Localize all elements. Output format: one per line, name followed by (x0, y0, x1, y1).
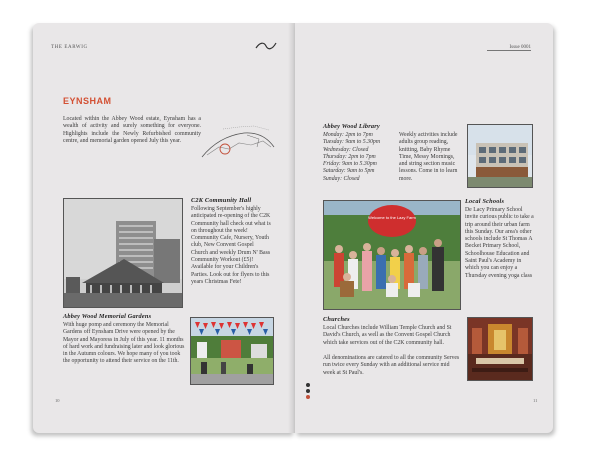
open-booklet (33, 23, 555, 435)
hours-line: Friday: 9am to 5.30pm (323, 161, 377, 168)
garden-heading: Abbey Wood Memorial Gardens (63, 313, 152, 320)
garden-paragraph: With huge pomp and ceremony the Memorial Gardens off Eynsham Drive were opened by the Mayor and Mayoress in July of this year. 11 months of hard work and fundraising later and look glorious in the Autumn colours. We hope many of you took the opportunity to attend their service on the 11th. (63, 322, 185, 365)
map-sketch-icon (199, 117, 277, 165)
churches-paragraph-2: All denominations are catered to all the community Serves run twice every Sunday with an additional service mid week at St Paul's. (323, 355, 460, 376)
church-interior-photo (467, 317, 533, 381)
section-title: EYNSHAM (63, 96, 112, 106)
churches-paragraph-1: Local Churches include William Temple Church and St David's Church, as well as the Convent Gospel Church which take services out of the C2K community hall. (323, 325, 452, 346)
library-heading: Abbey Wood Library (323, 123, 380, 130)
hours-line: Monday: 2pm to 7pm (323, 132, 373, 138)
schools-heading: Local Schools (465, 198, 505, 205)
hours-line: Tuesday: 9am to 5.30pm (323, 139, 381, 146)
churches-heading: Churches (323, 316, 350, 323)
dot-marker (306, 389, 310, 393)
hall-heading: C2K Community Hall (191, 197, 252, 204)
hours-line: Sunday: Closed (323, 175, 360, 182)
memorial-garden-photo (190, 317, 274, 385)
hours-line: Thursday: 2pm to 7pm (323, 153, 376, 160)
hall-paragraph: Following September's highly anticipated re-opening of the C2K Community hall check out what is on throughout the week! Community Cafe, Nursery, Youth club, New Convent Gospel Church and weekly Drum N' Bass Community Workout (£5)! Available for your Children's Parties. Look out for flyers to this years Christmas Fete! (191, 206, 271, 285)
library-photo (467, 124, 533, 188)
left-page (33, 23, 295, 433)
hours-line: Wednesday: Closed (323, 146, 369, 153)
farm-group-photo (323, 200, 461, 310)
intro-paragraph: Located within the Abbey Wood estate, Eynsham has a wealth of activity and surely something for everyone. Highlights include the Newly Refurbished community centre, and memorial garden opened July this year. (63, 116, 201, 144)
squiggle-icon (255, 41, 277, 51)
community-hall-photo (63, 198, 183, 308)
publication-header: THE EARWIG (51, 45, 88, 50)
left-page-number: 10 (55, 398, 60, 403)
schools-paragraph: De Lacy Primary School invite curious public to take a trip around their urban farm this Sunday. Our area's other schools include St Thomas A Becket Primary School, Schoolhouse Education and Saint Paul's Academy in which you can enjoy a Thursday evening yoga class (465, 207, 534, 279)
dot-marker (306, 383, 310, 387)
dot-marker (306, 395, 310, 399)
farm-banner-text: Welcome to the Lazy Farm (368, 215, 416, 220)
issue-label: Issue 0001 (487, 45, 531, 51)
right-page-number: 11 (533, 398, 538, 403)
hours-line: Saturday: 9am to 5pm (323, 168, 375, 175)
library-paragraph: Weekly activities include adults group reading, knitting, Baby Rhyme Time, Messy Mornings, and string section music lessons. Come in to learn more. (399, 132, 458, 182)
right-page (295, 23, 553, 433)
library-hours (323, 132, 397, 183)
